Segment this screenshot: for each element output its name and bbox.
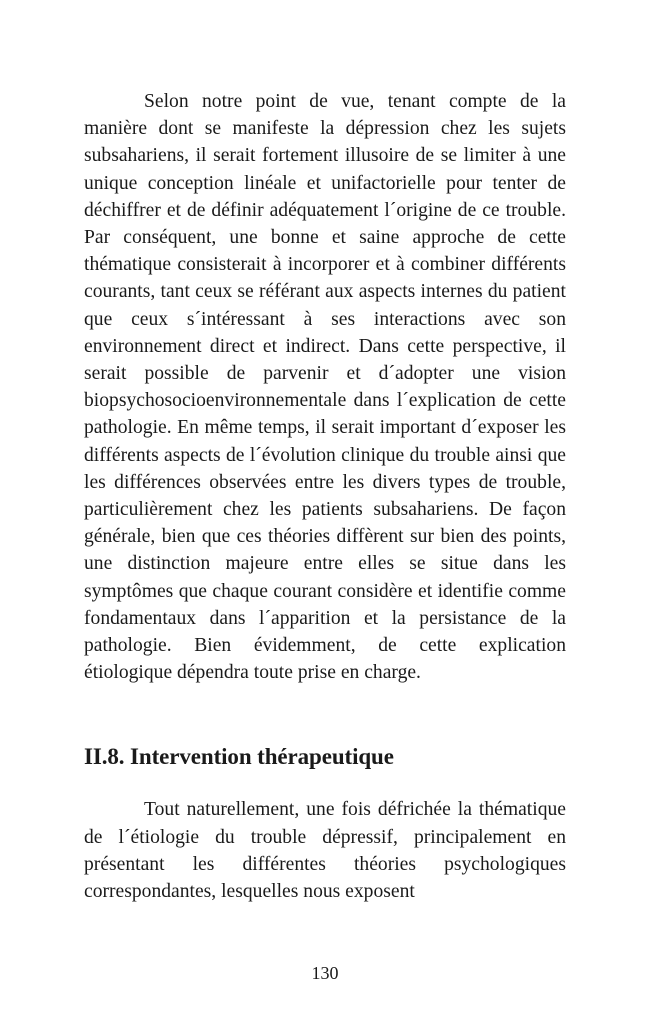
page-body [84,88,566,905]
section-heading: II.8. Intervention thérapeutique [84,744,394,770]
page-number: 130 [311,963,339,983]
body-paragraph: Selon notre point de vue, tenant compte de la manière dont se manifeste la dépression chez les sujets subsahariens, il serait fortement illusoire de se limiter à une unique conception linéale et unifactorielle pour tenter de déchiffrer et de définir adéquatement l´origine de ce trouble. Par conséquent, une bonne et saine approche de cette thématique consisterait à incorporer et à combiner différents courants, tant ceux se référant aux aspects internes du patient que ceux s´intéressant à ses interactions avec son environnement direct et indirect. Dans cette perspective, il serait possible de parvenir et d´adopter une vision biopsychosocioenvironnementale dans l´explication de cette pathologie. En même temps, il serait important d´exposer les différents aspects de l´évolution clinique du trouble ainsi que les différences observées entre les divers types de trouble, particulièrement chez les patients subsahariens. De façon générale, bien que ces théories diffèrent sur bien des points, une distinction majeure entre elles se situe dans les symptômes que chaque courant considère et identifie comme fondamentaux dans l´apparition et la persistance de la pathologie. Bien évidemment, de cette explication étiologique dépendra toute prise en charge. [84,91,566,684]
body-paragraph: Tout naturellement, une fois défrichée la thématique de l´étiologie du trouble dépressif, principalement en présentant les différentes théories psychologiques correspondantes, lesquelles nous exposent [84,799,566,903]
